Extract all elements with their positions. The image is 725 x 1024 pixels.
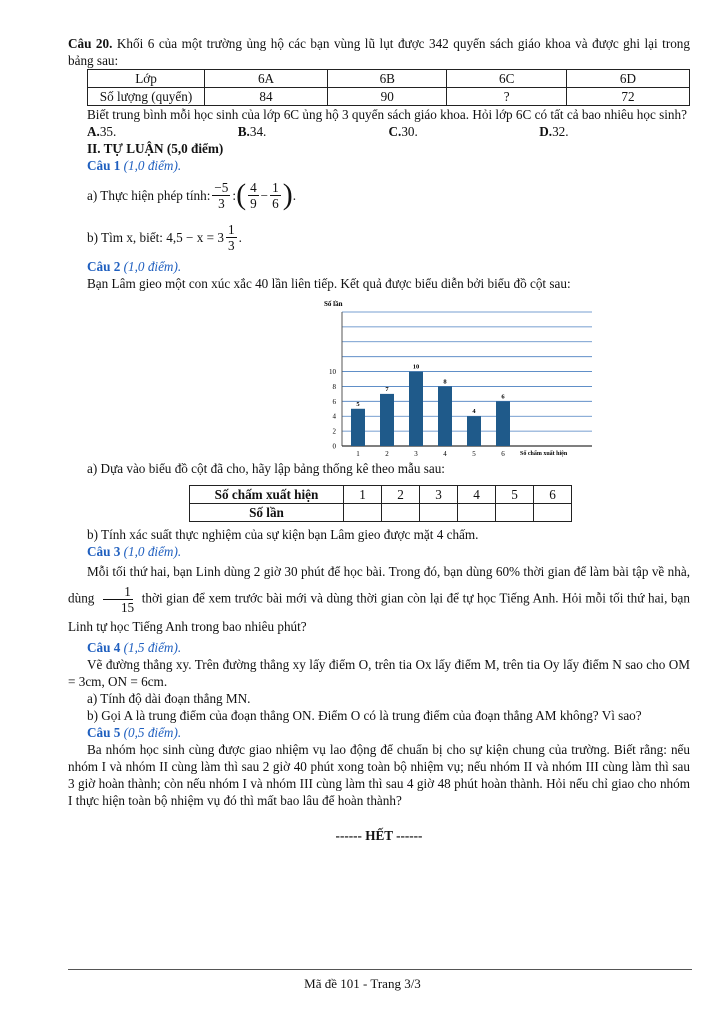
- q20-table-header-row: [88, 70, 690, 88]
- x-tick-label: 1: [356, 450, 360, 458]
- y-tick-label: 10: [329, 368, 336, 377]
- c2-a: a) Dựa vào biểu đồ cột đã cho, hãy lập bảng thống kê theo mẫu sau:: [87, 461, 445, 476]
- numerator: 4: [250, 179, 257, 195]
- y-tick-label: 4: [332, 412, 336, 421]
- footer-divider: [68, 969, 692, 970]
- fraction: [226, 222, 237, 253]
- y-tick-label: 2: [332, 427, 336, 436]
- numerator: −5: [214, 179, 229, 195]
- c5-title: Câu 5: [87, 725, 121, 740]
- denominator: 3: [218, 195, 225, 211]
- numerator: 1: [272, 179, 279, 195]
- c4-heading: [68, 639, 690, 656]
- option-letter: D.: [539, 124, 553, 139]
- c4-a: a) Tính độ dài đoạn thẳng MN.: [87, 691, 251, 706]
- c2-table-row-2: [190, 504, 572, 522]
- c3-points: (1,0 điểm).: [120, 544, 182, 559]
- bar: [409, 372, 423, 446]
- c4-title: Câu 4: [87, 640, 121, 655]
- data-label: 10: [412, 363, 420, 371]
- data-label: 7: [385, 385, 389, 393]
- denominator: 6: [272, 195, 279, 211]
- table-cell: 72: [566, 88, 689, 106]
- c5-text: Ba nhóm học sinh cùng được giao nhiệm vụ lao động để chuẩn bị cho sự kiện chung của trường. Biết rằng: nếu nhóm I và nhóm II cùng làm thì sau 2 giờ 40 phút xong toàn bộ nhiệm vụ; nếu nhóm II và nhóm III cùng làm thì sau 3 giờ hoàn thành; còn nếu nhóm I và nhóm III cùng làm thì sau 4 giờ 48 phút hoàn thành. Hỏi nếu chỉ giao cho nhóm I thực hiện toàn bộ nhiệm vụ đó thì mất bao lâu để hoàn thành?: [68, 742, 690, 808]
- period: .: [292, 187, 296, 203]
- c1-b-label: b) Tìm x, biết: 4,5 − x = 3: [87, 229, 224, 245]
- fraction: [100, 584, 136, 615]
- exam-page: [68, 35, 690, 844]
- table-cell: ?: [447, 88, 566, 106]
- c1-points: (1,0 điểm).: [120, 158, 182, 173]
- option-letter: C.: [388, 124, 402, 139]
- bar-chart-svg: [248, 292, 608, 460]
- c2-table: [189, 485, 572, 522]
- table-cell: Số lượng (quyển): [88, 88, 205, 106]
- left-paren: (: [236, 178, 247, 211]
- operator: :: [232, 187, 237, 203]
- numerator: 1: [227, 221, 235, 237]
- option-letter: B.: [237, 124, 250, 139]
- fraction: [270, 180, 281, 211]
- c3-heading: [68, 543, 690, 560]
- table-cell: 6D: [566, 70, 689, 88]
- option-value: 35.: [99, 124, 117, 139]
- q20-title: Câu 20.: [68, 36, 113, 51]
- numerator: 1: [103, 584, 133, 600]
- c4-b: b) Gọi A là trung điểm của đoạn thẳng ON. Điểm O có là trung điểm của đoạn thẳng AM không? Vì sao?: [87, 708, 642, 723]
- table-cell: [534, 504, 572, 522]
- y-tick-label: 6: [332, 397, 336, 406]
- period: .: [238, 229, 242, 245]
- table-cell: 90: [328, 88, 447, 106]
- c5-points: (0,5 điểm).: [120, 725, 182, 740]
- denominator: 9: [250, 195, 257, 211]
- x-tick-label: 3: [414, 450, 418, 458]
- bar: [380, 394, 394, 446]
- right-paren: ): [282, 178, 293, 211]
- table-cell: 6C: [447, 70, 566, 88]
- data-label: 8: [443, 378, 447, 386]
- x-axis-label: Số chấm xuất hiện: [520, 451, 568, 457]
- c3-text-part-1: Mỗi tối thứ hai, bạn Linh dùng 2 giờ 30 phút để học bài. Trong đó, bạn dùng 60% thời gian để làm bài tập về nhà, dùng: [68, 564, 690, 606]
- c2-table-row-1: [190, 486, 572, 504]
- fraction: [248, 180, 259, 211]
- c2-b: b) Tính xác suất thực nghiệm của sự kiện bạn Lâm gieo được mặt 4 chấm.: [87, 527, 479, 542]
- table-cell: 2: [382, 486, 420, 504]
- bar: [467, 416, 481, 446]
- c3-title: Câu 3: [87, 544, 121, 559]
- bar: [351, 409, 365, 446]
- c1-title: Câu 1: [87, 158, 121, 173]
- option-value: 32.: [552, 124, 569, 139]
- table-cell: [344, 504, 382, 522]
- operator: −: [260, 187, 269, 203]
- data-label: 6: [501, 393, 505, 401]
- bar: [438, 386, 452, 446]
- y-tick-label: 8: [332, 382, 336, 391]
- c2-text: Bạn Lâm gieo một con xúc xắc 40 lần liên tiếp. Kết quả được biểu diễn bởi biểu đồ cột sau:: [87, 276, 571, 291]
- option-b: [238, 123, 389, 140]
- option-value: 30.: [401, 124, 418, 139]
- c4-text: Vẽ đường thẳng xy. Trên đường thẳng xy lấy điểm O, trên tia Ox lấy điểm M, trên tia Oy lấy điểm N sao cho OM = 3cm, ON = 6cm.: [68, 657, 690, 689]
- c3-text: [68, 560, 690, 639]
- c1-heading: [68, 157, 690, 174]
- c1-b: [68, 216, 690, 258]
- c2-points: (1,0 điểm).: [120, 259, 182, 274]
- c1-a-label: a) Thực hiện phép tính:: [87, 187, 211, 203]
- table-cell: Lớp: [88, 70, 205, 88]
- x-tick-label: 6: [501, 450, 505, 458]
- data-label: 5: [356, 400, 360, 408]
- table-cell: 1: [344, 486, 382, 504]
- table-cell: [420, 504, 458, 522]
- c5-heading: [68, 724, 690, 741]
- bar-chart: [248, 292, 690, 460]
- table-cell: 4: [458, 486, 496, 504]
- y-axis-label: Số lần: [324, 300, 343, 308]
- table-cell: 6: [534, 486, 572, 504]
- q20-table-data-row: [88, 88, 690, 106]
- table-cell: 3: [420, 486, 458, 504]
- q20-options: [68, 123, 690, 140]
- c1-a: [68, 174, 690, 216]
- table-cell: 84: [205, 88, 328, 106]
- page-footer: Mã đề 101 - Trang 3/3: [304, 976, 421, 991]
- table-cell: 6B: [328, 70, 447, 88]
- table-cell: [496, 504, 534, 522]
- table-cell: [458, 504, 496, 522]
- data-label: 4: [472, 408, 476, 416]
- c2-title: Câu 2: [87, 259, 121, 274]
- q20-text: Khối 6 của một trường ủng hộ các bạn vùng lũ lụt được 342 quyển sách giáo khoa và được ghi lại trong bảng sau:: [68, 36, 690, 68]
- y-tick-label: 0: [332, 442, 336, 451]
- denominator: 3: [227, 237, 235, 253]
- option-d: [539, 123, 690, 140]
- x-tick-label: 4: [443, 450, 447, 458]
- section-title: II. TỰ LUẬN (5,0 điểm): [87, 141, 224, 156]
- option-a: [87, 123, 238, 140]
- x-tick-label: 5: [472, 450, 476, 458]
- table-cell: 5: [496, 486, 534, 504]
- option-value: 34.: [249, 124, 267, 139]
- table-cell: Số lần: [190, 504, 344, 522]
- q20-text-2: Biết trung bình mỗi học sinh của lớp 6C ủng hộ 3 quyển sách giáo khoa. Hỏi lớp 6C có tất cả bao nhiêu học sinh?: [87, 107, 687, 122]
- denominator: 15: [120, 600, 135, 615]
- c2-heading: [68, 258, 690, 275]
- q20-table: [87, 69, 690, 106]
- table-cell: [382, 504, 420, 522]
- table-cell: 6A: [205, 70, 328, 88]
- fraction: [212, 180, 230, 211]
- option-c: [389, 123, 540, 140]
- q20-paragraph: [68, 35, 690, 69]
- c3-text-part-2: thời gian để xem trước bài mới và dùng thời gian còn lại để tự học Tiếng Anh. Hỏi mỗi tối thứ hai, bạn Linh tự học Tiếng Anh trong bao nhiêu phút?: [68, 590, 691, 634]
- table-cell: Số chấm xuất hiện: [190, 486, 344, 504]
- c4-points: (1,5 điểm).: [120, 640, 182, 655]
- x-tick-label: 2: [385, 450, 389, 458]
- bar: [496, 401, 510, 446]
- option-letter: A.: [87, 124, 100, 139]
- end-marker: ------ HẾT ------: [335, 828, 423, 843]
